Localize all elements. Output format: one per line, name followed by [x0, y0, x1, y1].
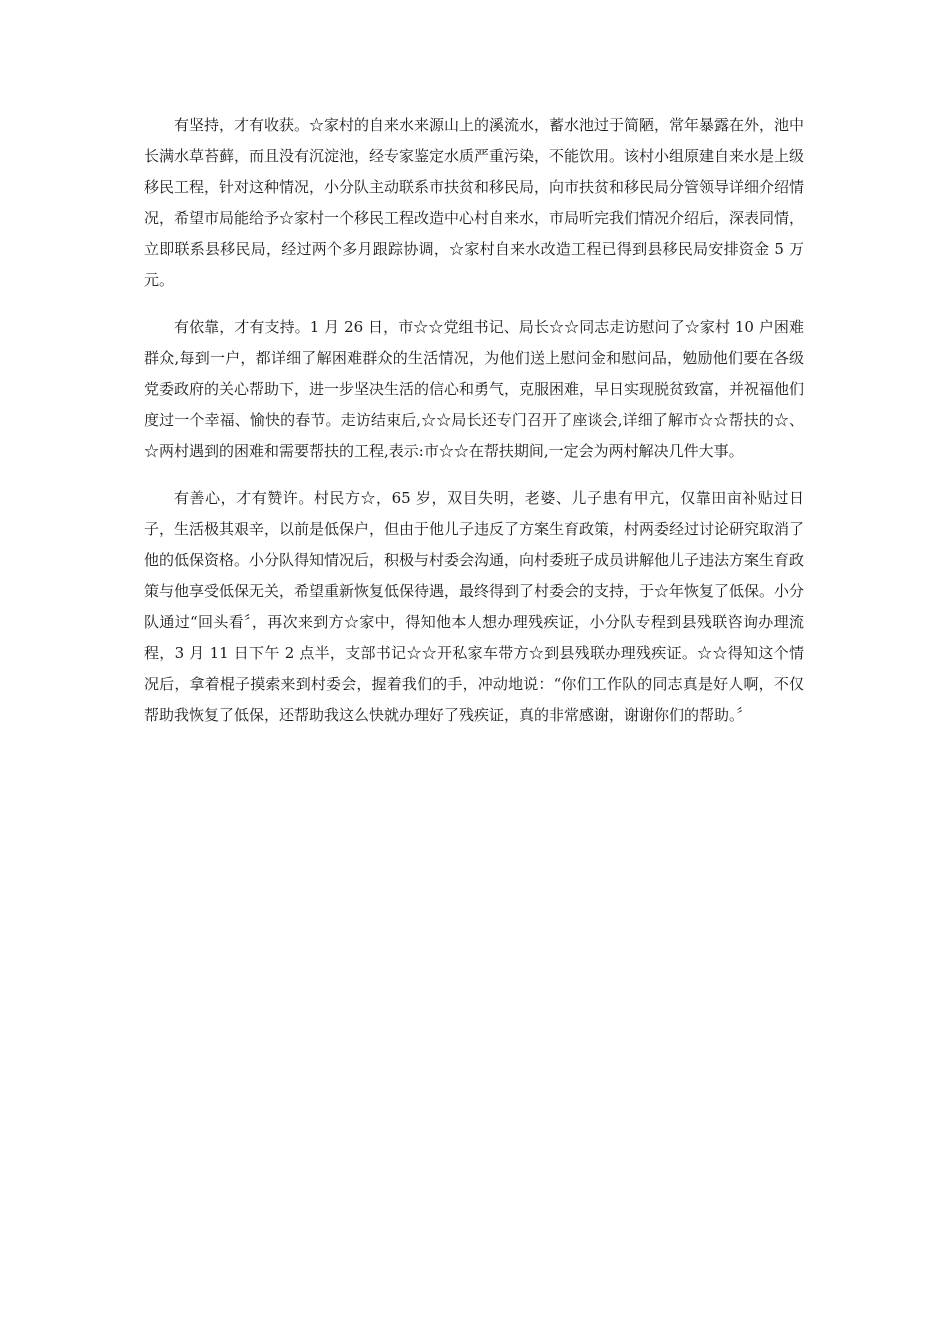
document-body	[144, 110, 804, 747]
paragraph-water-project: 有坚持，才有收获。☆家村的自来水来源山上的溪流水，蓄水池过于简陋，常年暴露在外，池中长满水草苔藓，而且没有沉淀池，经专家鉴定水质严重污染，不能饮用。该村小组原建自来水是上级移民工程，针对这种情况，小分队主动联系市扶贫和移民局，向市扶贫和移民局分管领导详细介绍情况，希望市局能给予☆家村一个移民工程改造中心村自来水，市局听完我们情况介绍后，深表同情，立即联系县移民局，经过两个多月跟踪协调，☆家村自来水改造工程已得到县移民局安排资金 5 万元。	[144, 116, 805, 289]
paragraph-villager-assistance: 有善心，才有赞许。村民方☆，65 岁，双目失明，老婆、儿子患有甲亢，仅靠田亩补贴过日子，生活极其艰辛，以前是低保户，但由于他儿子违反了方案生育政策，村两委经过讨论研究取消了他的低保资格。小分队得知情况后，积极与村委会沟通，向村委班子成员讲解他儿子违法方案生育政策与他享受低保无关，希望重新恢复低保待遇，最终得到了村委会的支持，于☆年恢复了低保。小分队通过“回头看〞，再次来到方☆家中，得知他本人想办理残疾证，小分队专程到县残联咨询办理流程，3 月 11 日下午 2 点半，支部书记☆☆开私家车带方☆到县残联办理残疾证。☆☆得知这个情况后，拿着棍子摸索来到村委会，握着我们的手，冲动地说：“你们工作队的同志真是好人啊，不仅帮助我恢复了低保，还帮助我这么快就办理好了残疾证，真的非常感谢，谢谢你们的帮助。〞	[144, 489, 805, 724]
paragraph-visit-families: 有依靠，才有支持。1 月 26 日，市☆☆党组书记、局长☆☆同志走访慰问了☆家村 10 户困难群众,每到一户，都详细了解困难群众的生活情况，为他们送上慰问金和慰问品，勉励他们要在各级党委政府的关心帮助下，进一步坚决生活的信心和勇气，克服困难，早日实现脱贫致富，并祝福他们度过一个幸福、愉快的春节。走访结束后,☆☆局长还专门召开了座谈会,详细了解市☆☆帮扶的☆、☆两村遇到的困难和需要帮扶的工程,表示:市☆☆在帮扶期间,一定会为两村解决几件大事。	[144, 318, 805, 460]
